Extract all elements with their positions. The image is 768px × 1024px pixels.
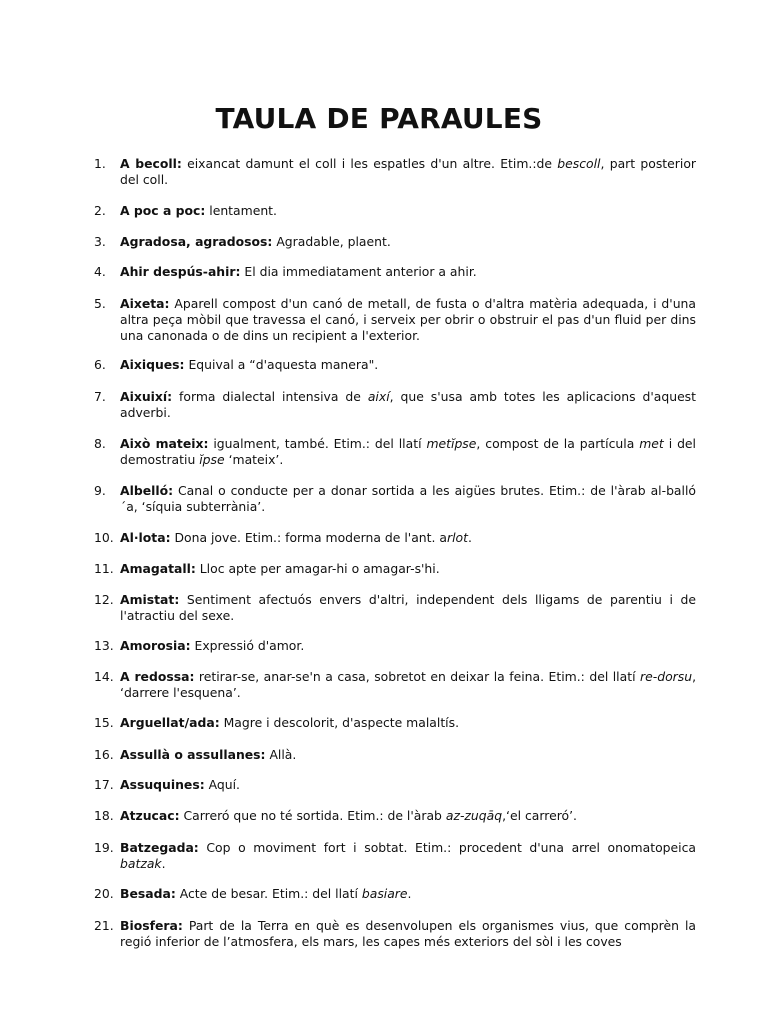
item-term: Ahir despús-ahir: [120, 264, 241, 279]
list-item [94, 638, 696, 654]
item-number: 14. [94, 669, 114, 684]
list-item [94, 886, 696, 902]
item-etymon: batzak [120, 856, 162, 871]
item-number: 9. [94, 483, 106, 498]
list-item [94, 389, 696, 421]
item-number: 6. [94, 357, 106, 372]
item-definition: Aparell compost d'un canó de metall, de fusta o d'altra matèria adequada, i d'una altra peça mòbil que travessa el canó, i serveix per obrir o obstruir el pas d'un fluid per dins una canonada o de dins un recipient a l'exterior. [120, 296, 696, 343]
item-definition: , compost de la partícula [476, 436, 640, 451]
item-number: 21. [94, 918, 114, 933]
list-item [94, 592, 696, 624]
item-number: 10. [94, 530, 114, 545]
item-definition: . [467, 530, 472, 545]
item-definition: Agradable, plaent. [272, 234, 391, 249]
list-item [94, 808, 696, 824]
item-term: Al·lota: [120, 530, 171, 545]
item-body [120, 296, 696, 344]
list-item [94, 156, 696, 188]
item-number: 3. [94, 234, 106, 249]
item-term: Assullà o assullanes: [120, 747, 266, 762]
item-etymon: az-zuqāq [445, 808, 503, 823]
item-term: Agradosa, agradosos: [120, 234, 273, 249]
item-definition: eixancat damunt el coll i les espatles d'un altre. Etim.:de [181, 156, 558, 171]
item-number: 7. [94, 389, 106, 404]
item-definition: igualment, també. Etim.: del llatí [208, 436, 427, 451]
item-definition: retirar-se, anar-se'n a casa, sobretot en deixar la feina. Etim.: del llatí [194, 669, 641, 684]
item-number: 19. [94, 840, 114, 855]
item-etymon: així [367, 389, 390, 404]
item-term: Aixuixí: [120, 389, 173, 404]
item-definition: Aquí. [204, 777, 240, 792]
item-body [120, 918, 696, 950]
item-body [120, 638, 696, 654]
item-term: Amistat: [120, 592, 180, 607]
item-number: 18. [94, 808, 114, 823]
item-body [120, 777, 696, 793]
item-number: 1. [94, 156, 106, 171]
item-etymon: re-dorsu [640, 669, 693, 684]
item-term: A becoll: [120, 156, 182, 171]
item-body [120, 483, 696, 515]
item-body [120, 436, 696, 468]
list-item [94, 669, 696, 701]
item-term: Albelló: [120, 483, 174, 498]
item-body [120, 203, 696, 219]
item-body [120, 808, 696, 824]
item-number: 20. [94, 886, 114, 901]
list-item [94, 777, 696, 793]
item-etymon: metĭpse [426, 436, 477, 451]
item-definition: . [407, 886, 412, 901]
item-definition: Canal o conducte per a donar sortida a les aigües brutes. Etim.: de l'àrab al-balló´a, ‘síquia subterrània’. [120, 483, 696, 514]
item-definition: , que s'usa amb totes les aplicacions d'aquest adverbi. [120, 389, 696, 420]
item-body [120, 715, 696, 731]
item-definition: Allà. [265, 747, 297, 762]
item-body [120, 561, 696, 577]
item-etymon: rlot [446, 530, 468, 545]
item-body [120, 747, 696, 763]
list-item [94, 234, 696, 250]
item-number: 16. [94, 747, 114, 762]
item-definition: El dia immediatament anterior a ahir. [240, 264, 477, 279]
list-item [94, 918, 696, 950]
item-definition: . [161, 856, 166, 871]
list-item [94, 264, 696, 280]
item-body [120, 234, 696, 250]
item-number: 11. [94, 561, 114, 576]
item-definition: Part de la Terra en què es desenvolupen els organismes vius, que comprèn la regió inferior de l’atmosfera, els mars, les capes més exteriors del sòl i les coves [120, 918, 696, 949]
item-body [120, 389, 696, 421]
item-definition: i del demostratiu [120, 436, 697, 467]
list-item [94, 840, 696, 872]
item-number: 13. [94, 638, 114, 653]
item-definition: Cop o moviment fort i sobtat. Etim.: procedent d'una arrel onomatopeica [198, 840, 696, 855]
item-number: 4. [94, 264, 106, 279]
item-definition: Lloc apte per amagar-hi o amagar-s'hi. [195, 561, 440, 576]
item-definition: Carreró que no té sortida. Etim.: de l'àrab [179, 808, 446, 823]
list-item [94, 561, 696, 577]
item-number: 5. [94, 296, 106, 311]
item-body [120, 669, 696, 701]
item-definition: Sentiment afectuós envers d'altri, independent dels lligams de parentiu i de l'atractiu del sexe. [120, 592, 696, 623]
item-number: 8. [94, 436, 106, 451]
item-etymon: basiare [361, 886, 408, 901]
item-definition: Dona jove. Etim.: forma moderna de l'ant. a [170, 530, 447, 545]
item-body [120, 592, 696, 624]
item-body [120, 840, 696, 872]
item-term: Amorosia: [120, 638, 191, 653]
item-definition: Expressió d'amor. [190, 638, 305, 653]
item-definition: Equival a “d'aquesta manera". [184, 357, 379, 372]
list-item [94, 483, 696, 515]
item-term: Aixiques: [120, 357, 185, 372]
item-term: Assuquines: [120, 777, 205, 792]
list-item [94, 530, 696, 546]
item-term: A redossa: [120, 669, 195, 684]
item-definition: forma dialectal intensiva de [172, 389, 368, 404]
list-item [94, 747, 696, 763]
item-term: Això mateix: [120, 436, 209, 451]
list-item [94, 357, 696, 373]
item-definition: , ‘darrere l'esquena’. [120, 669, 697, 700]
item-term: Besada: [120, 886, 176, 901]
item-term: Aixeta: [120, 296, 170, 311]
page-title: TAULA DE PARAULES [215, 102, 543, 135]
item-body [120, 264, 696, 280]
item-body [120, 357, 696, 373]
item-definition: Magre i descolorit, d'aspecte malaltís. [219, 715, 460, 730]
list-item [94, 203, 696, 219]
item-term: Batzegada: [120, 840, 199, 855]
item-definition: ‘mateix’. [224, 452, 284, 467]
item-term: Biosfera: [120, 918, 183, 933]
item-definition: Acte de besar. Etim.: del llatí [175, 886, 362, 901]
item-definition: lentament. [205, 203, 277, 218]
list-item [94, 715, 696, 731]
item-term: A poc a poc: [120, 203, 206, 218]
item-term: Amagatall: [120, 561, 196, 576]
item-number: 17. [94, 777, 114, 792]
item-term: Arguellat/ada: [120, 715, 220, 730]
item-etymon: bescoll [557, 156, 601, 171]
list-item [94, 436, 696, 468]
item-term: Atzucac: [120, 808, 180, 823]
item-body [120, 156, 696, 188]
item-number: 15. [94, 715, 114, 730]
item-definition: , part posterior del coll. [120, 156, 696, 187]
item-body [120, 530, 696, 546]
item-number: 12. [94, 592, 114, 607]
item-etymon: ĭpse [199, 452, 225, 467]
item-body [120, 886, 696, 902]
item-number: 2. [94, 203, 106, 218]
item-definition: ,‘el carreró’. [502, 808, 577, 823]
item-etymon: met [639, 436, 664, 451]
list-item [94, 296, 696, 344]
